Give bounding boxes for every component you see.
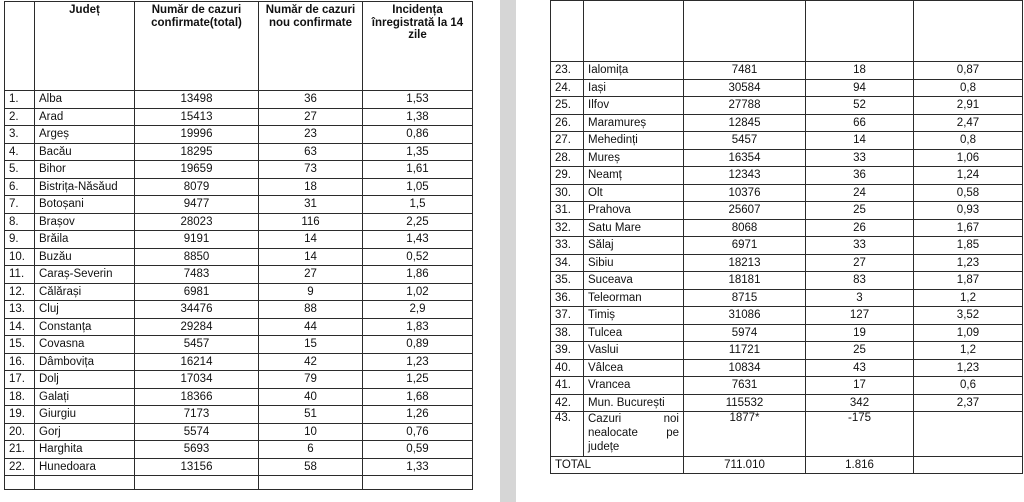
document-page-right — [516, 0, 1024, 502]
row-noi: 33 — [806, 237, 914, 255]
row-judet: Teleorman — [584, 289, 684, 307]
row-noi: 36 — [806, 167, 914, 185]
row-judet: Gorj — [35, 423, 135, 441]
row-incidenta: 1,23 — [914, 359, 1023, 377]
row-number: 43. — [551, 412, 584, 457]
row-noi: 36 — [259, 91, 363, 109]
empty-cell — [259, 476, 363, 490]
row-judet: Sibiu — [584, 254, 684, 272]
table-row — [5, 423, 473, 441]
row-noi: 14 — [806, 132, 914, 150]
row-total: 12343 — [684, 167, 806, 185]
row-total: 7483 — [135, 266, 259, 284]
table-row — [5, 458, 473, 476]
row-total: 29284 — [135, 318, 259, 336]
total-confirmed: 711.010 — [684, 457, 806, 474]
header-cell — [914, 1, 1023, 62]
row-noi: 40 — [259, 388, 363, 406]
row-judet: Ilfov — [584, 97, 684, 115]
header-incidenta: Incidența înregistrată la 14 zile — [363, 2, 473, 91]
row-incidenta: 0,93 — [914, 202, 1023, 220]
row-total: 18213 — [684, 254, 806, 272]
row-judet: Harghita — [35, 441, 135, 459]
table-row — [551, 324, 1023, 342]
row-incidenta: 1,5 — [363, 196, 473, 214]
header-noi: Număr de cazuri nou confirmate — [259, 2, 363, 91]
table-body-right — [551, 62, 1023, 412]
row-incidenta: 1,35 — [363, 143, 473, 161]
row-judet: Prahova — [584, 202, 684, 220]
row-incidenta: 1,09 — [914, 324, 1023, 342]
row-number: 6. — [5, 178, 35, 196]
row-total: 10376 — [684, 184, 806, 202]
table-row — [5, 196, 473, 214]
row-judet: Ialomița — [584, 62, 684, 80]
row-total: 10834 — [684, 359, 806, 377]
row-judet: Mun. București — [584, 394, 684, 412]
row-incidenta: 1,05 — [363, 178, 473, 196]
row-incidenta: 1,2 — [914, 342, 1023, 360]
row-number: 9. — [5, 231, 35, 249]
total-label: TOTAL — [551, 457, 684, 474]
row-noi: 116 — [259, 213, 363, 231]
header-cell — [806, 1, 914, 62]
table-row — [551, 202, 1023, 220]
table-row — [5, 248, 473, 266]
row-noi: 31 — [259, 196, 363, 214]
row-noi: 66 — [806, 114, 914, 132]
row-number: 26. — [551, 114, 584, 132]
row-noi: 25 — [806, 202, 914, 220]
row-incidenta: 2,25 — [363, 213, 473, 231]
row-incidenta: 1,25 — [363, 371, 473, 389]
row-judet: Vaslui — [584, 342, 684, 360]
row-judet: Covasna — [35, 336, 135, 354]
empty-cell — [363, 476, 473, 490]
table-row — [5, 213, 473, 231]
row-incidenta: 1,2 — [914, 289, 1023, 307]
header-cell — [551, 1, 584, 62]
row-total: 7173 — [135, 406, 259, 424]
row-total: 8068 — [684, 219, 806, 237]
row-total: 12845 — [684, 114, 806, 132]
row-total: 25607 — [684, 202, 806, 220]
row-judet: Mureș — [584, 149, 684, 167]
row-incidenta: 1,86 — [363, 266, 473, 284]
row-total: 6971 — [684, 237, 806, 255]
row-judet: Cluj — [35, 301, 135, 319]
table-row — [5, 161, 473, 179]
row-incidenta: 0,87 — [914, 62, 1023, 80]
header-total: Număr de cazuri confirmate(total) — [135, 2, 259, 91]
row-number: 20. — [5, 423, 35, 441]
row-number: 14. — [5, 318, 35, 336]
row-number: 7. — [5, 196, 35, 214]
row-incidenta: 1,24 — [914, 167, 1023, 185]
row-incidenta: 0,52 — [363, 248, 473, 266]
row-number: 22. — [5, 458, 35, 476]
table-row — [551, 79, 1023, 97]
row-total: 31086 — [684, 307, 806, 325]
row-incidenta: 2,91 — [914, 97, 1023, 115]
row-noi: 73 — [259, 161, 363, 179]
row-number: 40. — [551, 359, 584, 377]
row-total: 15413 — [135, 108, 259, 126]
table-row — [5, 336, 473, 354]
table-row — [551, 289, 1023, 307]
row-judet: Galați — [35, 388, 135, 406]
row-noi: 3 — [806, 289, 914, 307]
row-noi: 27 — [806, 254, 914, 272]
row-incidenta: 2,9 — [363, 301, 473, 319]
table-row — [5, 231, 473, 249]
row-number: 1. — [5, 91, 35, 109]
row-incidenta: 1,23 — [363, 353, 473, 371]
row-noi: 17 — [806, 377, 914, 395]
table-row — [5, 353, 473, 371]
row-noi: 42 — [259, 353, 363, 371]
row-number: 10. — [5, 248, 35, 266]
row-judet: Vâlcea — [584, 359, 684, 377]
row-total: 16214 — [135, 353, 259, 371]
row-noi: 79 — [259, 371, 363, 389]
table-row — [551, 184, 1023, 202]
row-number: 37. — [551, 307, 584, 325]
page-gap — [500, 0, 516, 502]
table-row — [551, 342, 1023, 360]
row-noi: 27 — [259, 108, 363, 126]
row-incidenta: 1,67 — [914, 219, 1023, 237]
row-incidenta: 2,37 — [914, 394, 1023, 412]
row-noi: 342 — [806, 394, 914, 412]
table-row — [5, 266, 473, 284]
row-noi: 18 — [259, 178, 363, 196]
row-judet: Alba — [35, 91, 135, 109]
row-total: 19659 — [135, 161, 259, 179]
table-row — [5, 108, 473, 126]
row-noi: 14 — [259, 248, 363, 266]
table-row — [5, 441, 473, 459]
table-row — [5, 178, 473, 196]
table-row — [5, 371, 473, 389]
row-incidenta: 0,6 — [914, 377, 1023, 395]
row-total: 8850 — [135, 248, 259, 266]
row-judet: Caraș-Severin — [35, 266, 135, 284]
row-total: 13156 — [135, 458, 259, 476]
row-number: 25. — [551, 97, 584, 115]
row-noi: 10 — [259, 423, 363, 441]
row-number: 21. — [5, 441, 35, 459]
row-incidenta: 1,06 — [914, 149, 1023, 167]
row-number: 17. — [5, 371, 35, 389]
row-judet: Giurgiu — [35, 406, 135, 424]
row-judet: Călărași — [35, 283, 135, 301]
row-judet: Sălaj — [584, 237, 684, 255]
row-total: 19996 — [135, 126, 259, 144]
row-number: 35. — [551, 272, 584, 290]
row-total: 5457 — [684, 132, 806, 150]
row-number: 36. — [551, 289, 584, 307]
table-row — [5, 406, 473, 424]
document-page-left — [0, 0, 500, 502]
table-header-row — [5, 2, 473, 91]
row-judet: Timiș — [584, 307, 684, 325]
row-judet: Mehedinți — [584, 132, 684, 150]
row-number: 34. — [551, 254, 584, 272]
row-noi: 14 — [259, 231, 363, 249]
row-noi: 51 — [259, 406, 363, 424]
row-judet: Bacău — [35, 143, 135, 161]
table-row — [551, 254, 1023, 272]
row-number: 24. — [551, 79, 584, 97]
row-incidenta: 1,61 — [363, 161, 473, 179]
row-judet: Constanța — [35, 318, 135, 336]
row-incidenta: 1,38 — [363, 108, 473, 126]
table-row — [5, 91, 473, 109]
row-total: 7631 — [684, 377, 806, 395]
row-incidenta: 2,47 — [914, 114, 1023, 132]
header-cell — [584, 1, 684, 62]
table-row — [551, 97, 1023, 115]
row-total: 11721 — [684, 342, 806, 360]
row-noi: 23 — [259, 126, 363, 144]
row-noi: 127 — [806, 307, 914, 325]
table-row — [551, 307, 1023, 325]
table-row — [551, 394, 1023, 412]
table-row — [551, 149, 1023, 167]
row-judet: Hunedoara — [35, 458, 135, 476]
table-row — [551, 62, 1023, 80]
row-number: 27. — [551, 132, 584, 150]
row-judet: Botoșani — [35, 196, 135, 214]
total-row — [551, 457, 1023, 474]
row-judet: Tulcea — [584, 324, 684, 342]
header-cell — [684, 1, 806, 62]
row-noi: 58 — [259, 458, 363, 476]
row-total: 5693 — [135, 441, 259, 459]
total-incidenta — [914, 457, 1023, 474]
row-incidenta: 1,02 — [363, 283, 473, 301]
row-number: 8. — [5, 213, 35, 231]
row-number: 32. — [551, 219, 584, 237]
row-noi: 94 — [806, 79, 914, 97]
row-total: 30584 — [684, 79, 806, 97]
table-row — [5, 283, 473, 301]
row-noi: 24 — [806, 184, 914, 202]
row-number: 4. — [5, 143, 35, 161]
table-row — [551, 272, 1023, 290]
row-incidenta: 0,89 — [363, 336, 473, 354]
header-judet: Județ — [35, 2, 135, 91]
row-incidenta: 0,76 — [363, 423, 473, 441]
row-judet: Argeș — [35, 126, 135, 144]
row-total: 18181 — [684, 272, 806, 290]
row-incidenta: 0,58 — [914, 184, 1023, 202]
row-noi: 6 — [259, 441, 363, 459]
empty-cell — [5, 476, 35, 490]
row-judet: Buzău — [35, 248, 135, 266]
row-number: 2. — [5, 108, 35, 126]
row-incidenta: 3,52 — [914, 307, 1023, 325]
row-noi: 88 — [259, 301, 363, 319]
row-incidenta: 1,85 — [914, 237, 1023, 255]
row-noi: 18 — [806, 62, 914, 80]
table-row — [5, 388, 473, 406]
row-judet: Dolj — [35, 371, 135, 389]
table-row — [5, 318, 473, 336]
row-number: 31. — [551, 202, 584, 220]
table-row — [551, 219, 1023, 237]
row-number: 42. — [551, 394, 584, 412]
row-total: 8715 — [684, 289, 806, 307]
row-incidenta: 0,8 — [914, 132, 1023, 150]
row-judet: Brăila — [35, 231, 135, 249]
row-number: 19. — [5, 406, 35, 424]
row-incidenta: 0,86 — [363, 126, 473, 144]
table-row — [551, 132, 1023, 150]
row-number: 13. — [5, 301, 35, 319]
row-judet: Iași — [584, 79, 684, 97]
row-total: 5574 — [135, 423, 259, 441]
table-row — [551, 167, 1023, 185]
row-number: 3. — [5, 126, 35, 144]
table-row — [5, 126, 473, 144]
table-row — [5, 143, 473, 161]
row-total: 17034 — [135, 371, 259, 389]
row-total: 6981 — [135, 283, 259, 301]
table-row — [5, 301, 473, 319]
row-noi: 25 — [806, 342, 914, 360]
row-noi: 19 — [806, 324, 914, 342]
row-total: 18295 — [135, 143, 259, 161]
row-number: 11. — [5, 266, 35, 284]
table-header-row-blank — [551, 1, 1023, 62]
row-number: 15. — [5, 336, 35, 354]
table-row — [551, 114, 1023, 132]
row-total: 5457 — [135, 336, 259, 354]
row-noi: 52 — [806, 97, 914, 115]
row-incidenta: 1,68 — [363, 388, 473, 406]
row-number: 30. — [551, 184, 584, 202]
row-number: 41. — [551, 377, 584, 395]
row-total: 18366 — [135, 388, 259, 406]
row-judet: Brașov — [35, 213, 135, 231]
row-incidenta — [914, 412, 1023, 457]
row-number: 12. — [5, 283, 35, 301]
row-judet: Bistrița-Năsăud — [35, 178, 135, 196]
row-total: 34476 — [135, 301, 259, 319]
row-noi: 9 — [259, 283, 363, 301]
row-noi: 33 — [806, 149, 914, 167]
row-total: 8079 — [135, 178, 259, 196]
row-judet: Suceava — [584, 272, 684, 290]
row-number: 18. — [5, 388, 35, 406]
table-body-left — [5, 91, 473, 476]
row-incidenta: 1,83 — [363, 318, 473, 336]
row-number: 23. — [551, 62, 584, 80]
row-judet: Bihor — [35, 161, 135, 179]
row-number: 29. — [551, 167, 584, 185]
row-noi: 27 — [259, 266, 363, 284]
row-total: 9191 — [135, 231, 259, 249]
row-total: 7481 — [684, 62, 806, 80]
row-noi: 83 — [806, 272, 914, 290]
empty-row — [5, 476, 473, 490]
row-total: 16354 — [684, 149, 806, 167]
table-row — [551, 237, 1023, 255]
row-noi: 15 — [259, 336, 363, 354]
row-total: 5974 — [684, 324, 806, 342]
row-number: 5. — [5, 161, 35, 179]
row-total: 27788 — [684, 97, 806, 115]
row-judet: Dâmbovița — [35, 353, 135, 371]
row-noi: 43 — [806, 359, 914, 377]
row-incidenta: 0,59 — [363, 441, 473, 459]
row-total: 28023 — [135, 213, 259, 231]
row-number: 33. — [551, 237, 584, 255]
row-judet: Neamț — [584, 167, 684, 185]
row-incidenta: 1,23 — [914, 254, 1023, 272]
empty-cell — [135, 476, 259, 490]
row-total: 13498 — [135, 91, 259, 109]
table-row — [551, 359, 1023, 377]
empty-cell — [35, 476, 135, 490]
unallocated-row — [551, 412, 1023, 457]
total-new: 1.816 — [806, 457, 914, 474]
row-number: 16. — [5, 353, 35, 371]
row-number: 28. — [551, 149, 584, 167]
row-incidenta: 1,43 — [363, 231, 473, 249]
cases-table-left — [4, 1, 473, 490]
row-incidenta: 1,53 — [363, 91, 473, 109]
row-number: 38. — [551, 324, 584, 342]
header-nr — [5, 2, 35, 91]
row-incidenta: 1,87 — [914, 272, 1023, 290]
row-judet: Vrancea — [584, 377, 684, 395]
row-judet: Arad — [35, 108, 135, 126]
row-incidenta: 1,26 — [363, 406, 473, 424]
row-judet: Cazuri noi nealocate pe județe — [584, 412, 684, 457]
row-total: 115532 — [684, 394, 806, 412]
row-noi: -175 — [806, 412, 914, 457]
row-judet: Maramureș — [584, 114, 684, 132]
table-row — [551, 377, 1023, 395]
row-number: 39. — [551, 342, 584, 360]
cases-table-right — [550, 0, 1023, 474]
row-judet: Satu Mare — [584, 219, 684, 237]
row-incidenta: 1,33 — [363, 458, 473, 476]
row-noi: 44 — [259, 318, 363, 336]
row-total: 1877* — [684, 412, 806, 457]
row-incidenta: 0,8 — [914, 79, 1023, 97]
row-noi: 63 — [259, 143, 363, 161]
row-noi: 26 — [806, 219, 914, 237]
row-judet: Olt — [584, 184, 684, 202]
row-total: 9477 — [135, 196, 259, 214]
